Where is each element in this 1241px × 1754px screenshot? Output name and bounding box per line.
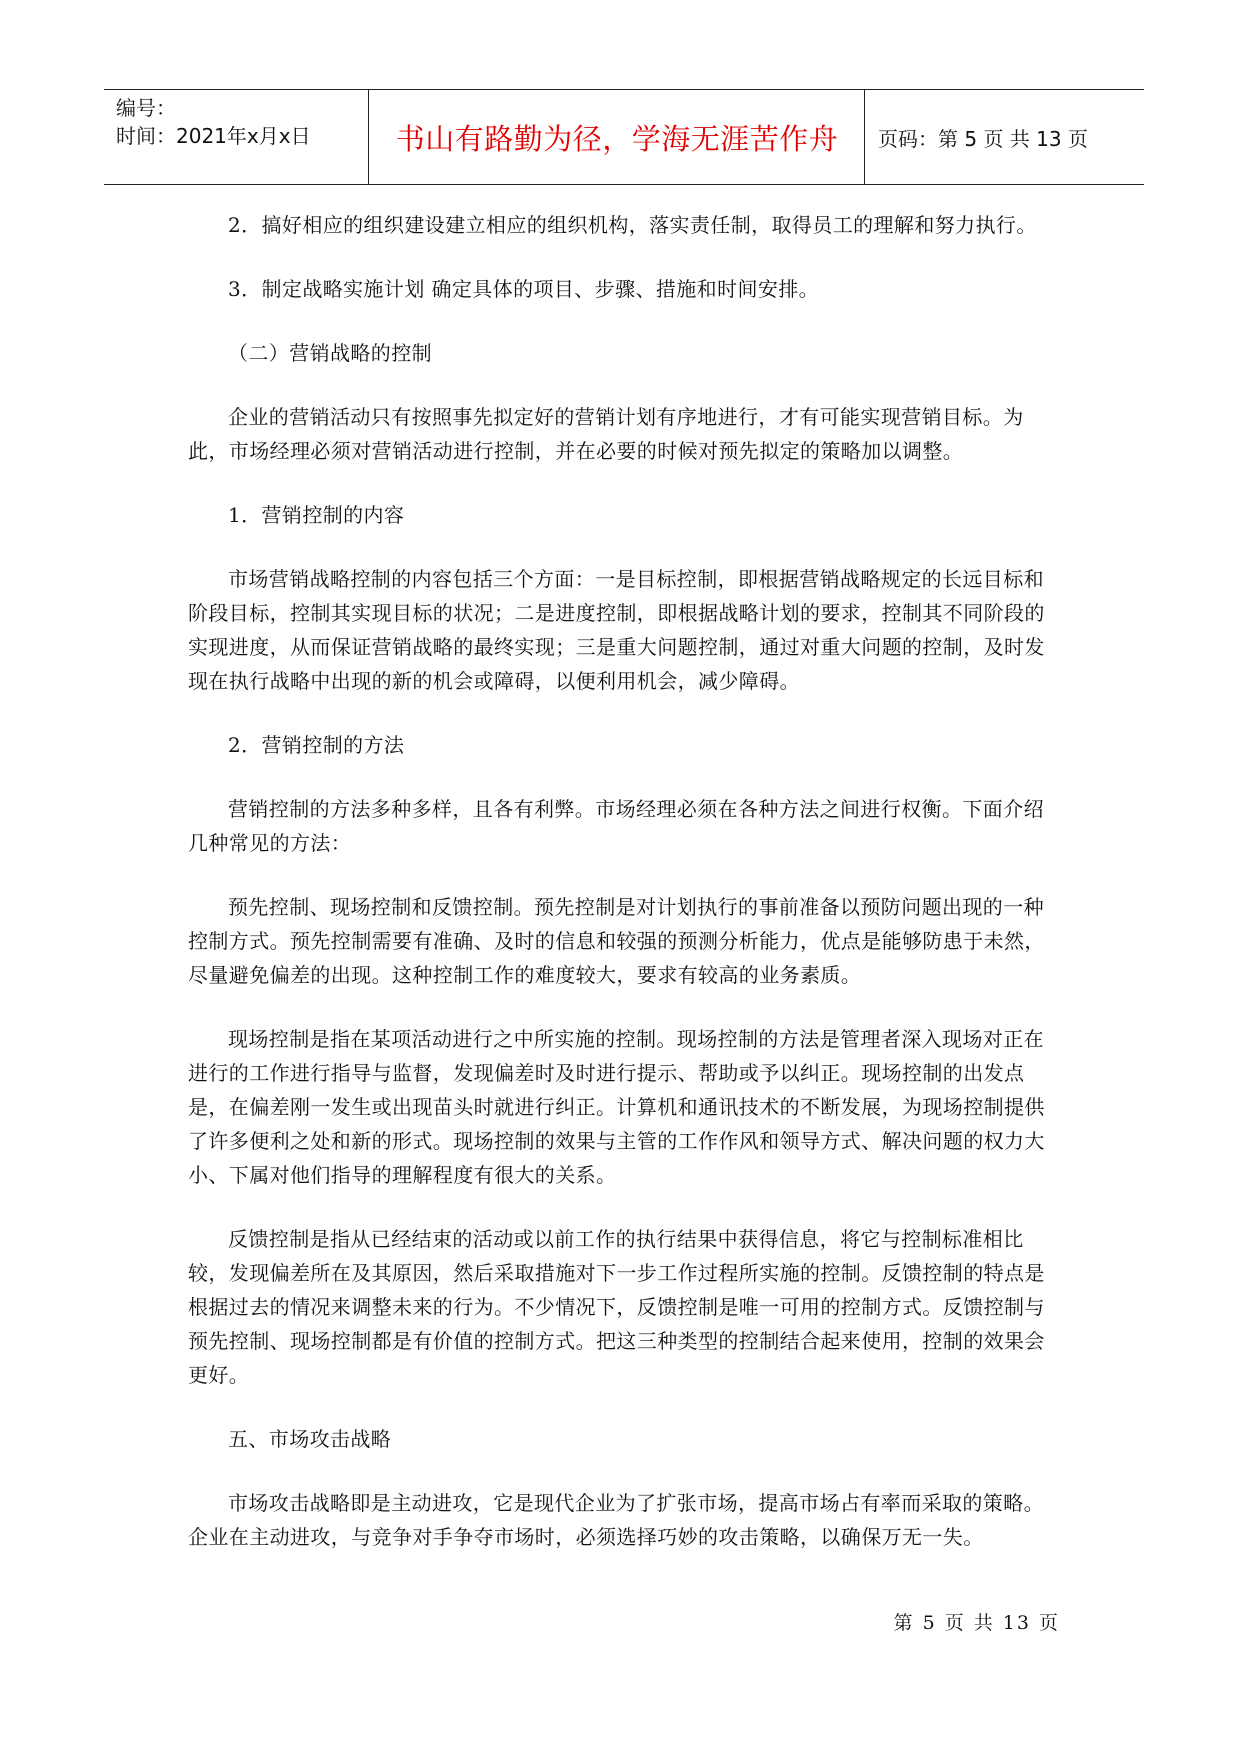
document-time-label: 时间：2021年x月x日 <box>116 124 311 148</box>
header-page-number: 页码：第 5 页 共 13 页 <box>878 126 1088 151</box>
paragraph: 市场营销战略控制的内容包括三个方面：一是目标控制，即根据营销战略规定的长远目标和阶段目标，控制其实现目标的状况；二是进度控制，即根据战略计划的要求，控制其不同阶段的实现进度，从而保证营销战略的最终实现；三是重大问题控制，通过对重大问题的控制，及时发现在执行战略中出现的新的机会或障碍，以便利用机会，减少障碍。 <box>188 567 1045 693</box>
document-body <box>188 208 1063 1584</box>
document-number-label: 编号： <box>116 96 176 120</box>
paragraph: 企业的营销活动只有按照事先拟定好的营销计划有序地进行，才有可能实现营销目标。为此，市场经理必须对营销活动进行控制，并在必要的时候对预先拟定的策略加以调整。 <box>188 405 1024 463</box>
header-info-cell <box>104 90 369 184</box>
section-heading: （二）营销战略的控制 <box>228 341 432 365</box>
paragraph: 反馈控制是指从已经结束的活动或以前工作的执行结果中获得信息，将它与控制标准相比较，发现偏差所在及其原因，然后采取措施对下一步工作过程所实施的控制。反馈控制的特点是根据过去的情况来调整未来的行为。不少情况下，反馈控制是唯一可用的控制方式。反馈控制与预先控制、现场控制都是有价值的控制方式。把这三种类型的控制结合起来使用，控制的效果会更好。 <box>188 1227 1045 1387</box>
page-header <box>104 89 1144 185</box>
page-footer: 第 5 页 共 13 页 <box>893 1612 1060 1634</box>
paragraph: 现场控制是指在某项活动进行之中所实施的控制。现场控制的方法是管理者深入现场对正在进行的工作进行指导与监督，发现偏差时及时进行提示、帮助或予以纠正。现场控制的出发点是，在偏差刚一发生或出现苗头时就进行纠正。计算机和通讯技术的不断发展，为现场控制提供了许多便利之处和新的形式。现场控制的效果与主管的工作作风和领导方式、解决问题的权力大小、下属对他们指导的理解程度有很大的关系。 <box>188 1027 1045 1187</box>
section-heading: 五、市场攻击战略 <box>228 1427 392 1451</box>
header-slogan: 书山有路勤为径，学海无涯苦作舟 <box>395 121 839 156</box>
paragraph: 市场攻击战略即是主动进攻，它是现代企业为了扩张市场，提高市场占有率而采取的策略。企业在主动进攻，与竞争对手争夺市场时，必须选择巧妙的攻击策略，以确保万无一失。 <box>188 1491 1044 1549</box>
paragraph: 3．制定战略实施计划 确定具体的项目、步骤、措施和时间安排。 <box>228 277 820 301</box>
paragraph: 预先控制、现场控制和反馈控制。预先控制是对计划执行的事前准备以预防问题出现的一种控制方式。预先控制需要有准确、及时的信息和较强的预测分析能力，优点是能够防患于未然，尽量避免偏差的出现。这种控制工作的难度较大，要求有较高的业务素质。 <box>188 895 1045 987</box>
subsection-heading: 1．营销控制的内容 <box>228 503 405 527</box>
subsection-heading: 2．营销控制的方法 <box>228 733 405 757</box>
paragraph: 营销控制的方法多种多样，且各有利弊。市场经理必须在各种方法之间进行权衡。下面介绍几种常见的方法： <box>188 797 1044 855</box>
header-page-cell <box>866 90 1144 184</box>
paragraph: 2．搞好相应的组织建设建立相应的组织机构，落实责任制，取得员工的理解和努力执行。 <box>228 213 1037 237</box>
header-slogan-cell <box>370 90 865 184</box>
